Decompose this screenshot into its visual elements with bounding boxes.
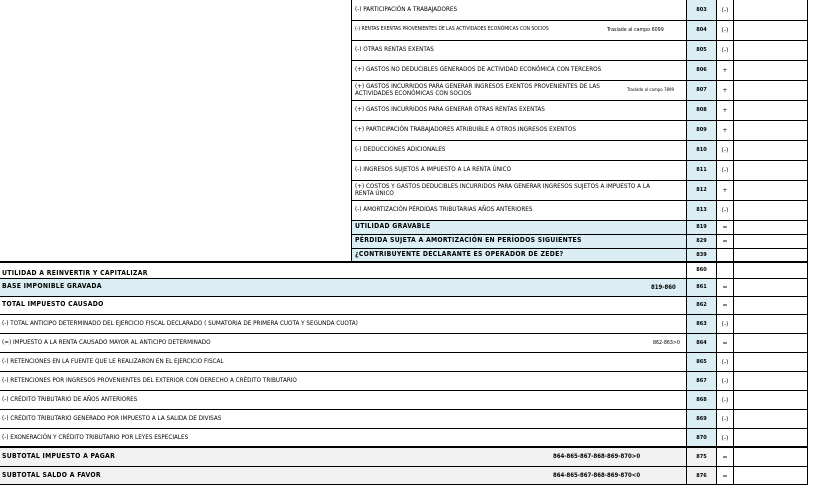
row-label: (-) RENTAS EXENTAS PROVENIENTES DE LAS ACTIVIDADES ECONÓMICAS CON SOCIOS xyxy=(355,26,549,33)
row-875 xyxy=(0,447,760,466)
row-sign: = xyxy=(722,471,728,480)
row-807 xyxy=(352,80,760,100)
row-code: 860 xyxy=(696,267,707,273)
row-label: (-) TOTAL ANTICIPO DETERMINADO DEL EJERCICIO FISCAL DECLARADO ( SUMATORIA DE PRIMERA CUOTA Y SEGUNDA CUOTA) xyxy=(2,319,358,327)
row-label: ¿CONTRIBUYENTE DECLARANTE ES OPERADOR DE ZEDE? xyxy=(355,249,564,258)
row-code: 862 xyxy=(687,296,716,314)
row-label: (+) PARTICIPACIÓN TRABAJADORES ATRIBUIBLE A OTROS INGRESOS EXENTOS xyxy=(355,126,576,134)
row-code: 839 xyxy=(696,251,707,258)
row-806 xyxy=(352,60,760,80)
row-868 xyxy=(0,390,760,409)
row-sign: = xyxy=(722,237,728,245)
row-811 xyxy=(352,160,760,180)
row-sign: (-) xyxy=(721,166,729,174)
row-sign: (-) xyxy=(721,357,729,366)
row-863 xyxy=(0,314,760,333)
row-label: TOTAL IMPUESTO CAUSADO xyxy=(2,300,104,309)
row-label: (-) EXONERACIÓN Y CRÉDITO TRIBUTARIO POR LEYES ESPECIALES xyxy=(2,433,189,441)
row-sign: + xyxy=(722,86,728,94)
row-code: 865 xyxy=(687,352,716,371)
row-code: 811 xyxy=(687,160,716,180)
row-label: (+) GASTOS INCURRIDOS PARA GENERAR OTRAS RENTAS EXENTAS xyxy=(355,106,545,114)
row-label: (+) GASTOS INCURRIDOS PARA GENERAR INGRESOS EXENTOS PROVENIENTES DE LAS ACTIVIDADES ECONÓMICAS CON SOCIOS xyxy=(355,82,600,97)
row-812 xyxy=(352,180,760,200)
row-label: (=) IMPUESTO A LA RENTA CAUSADO MAYOR AL ANTICIPO DETERMINADO xyxy=(2,338,211,346)
row-sign: (-) xyxy=(721,433,729,442)
row-sign: + xyxy=(722,126,728,134)
row-813 xyxy=(352,200,760,220)
row-829-content xyxy=(352,234,760,248)
row-label: (-) DEDUCCIONES ADICIONALES xyxy=(355,146,446,154)
row-code: 804 xyxy=(687,20,716,40)
row-note: 864-865-867-868-869-870>0 xyxy=(553,453,641,460)
row-note: 864-865-867-868-869-870<0 xyxy=(553,472,641,479)
row-code: 812 xyxy=(687,180,716,200)
row-note: 862-863>0 xyxy=(653,339,680,346)
row-label: PÉRDIDA SUJETA A AMORTIZACIÓN EN PERÍODOS SIGUIENTES xyxy=(355,236,582,245)
row-876 xyxy=(0,466,760,485)
row-sign: (-) xyxy=(721,146,729,154)
row-code: 863 xyxy=(687,314,716,333)
row-sign: (-) xyxy=(721,26,729,34)
row-code: 803 xyxy=(687,0,716,20)
row-label: SUBTOTAL SALDO A FAVOR xyxy=(2,470,101,479)
row-sign: = xyxy=(722,283,728,291)
row-label: (-) RETENCIONES POR INGRESOS PROVENIENTES DEL EXTERIOR CON DERECHO A CRÉDITO TRIBUTARIO xyxy=(2,376,297,384)
row-sign: (-) xyxy=(721,414,729,423)
row-803 xyxy=(352,0,760,20)
row-code: 861 xyxy=(696,284,707,290)
row-805 xyxy=(352,40,760,60)
row-code: 810 xyxy=(687,140,716,160)
row-sign: (-) xyxy=(721,319,729,328)
row-860 xyxy=(0,262,760,278)
row-code: 867 xyxy=(687,371,716,390)
row-label: (-) CRÉDITO TRIBUTARIO DE AÑOS ANTERIORES xyxy=(2,395,138,403)
row-code: 876 xyxy=(696,472,707,479)
row-code: 869 xyxy=(687,409,716,428)
row-sign: (-) xyxy=(721,206,729,214)
row-864 xyxy=(0,333,760,352)
row-869 xyxy=(0,409,760,428)
row-label: (-) PARTICIPACIÓN A TRABAJADORES xyxy=(355,6,458,14)
row-sign: = xyxy=(722,452,728,461)
row-code: 806 xyxy=(687,60,716,80)
row-label: (-) INGRESOS SUJETOS A IMPUESTO A LA RENTA ÚNICO xyxy=(355,166,512,174)
row-code: 864 xyxy=(687,333,716,352)
row-sign: = xyxy=(722,338,728,347)
row-code: 819 xyxy=(696,224,707,230)
row-819-content xyxy=(352,220,760,234)
row-code: 829 xyxy=(696,238,707,244)
row-sign: (-) xyxy=(721,376,729,385)
row-label: (-) OTRAS RENTAS EXENTAS xyxy=(355,46,434,54)
row-note: Traslade al campo 6099 xyxy=(607,27,664,33)
row-code: 870 xyxy=(687,428,716,447)
row-809 xyxy=(352,120,760,140)
row-label: (-) CRÉDITO TRIBUTARIO GENERADO POR IMPUESTO A LA SALIDA DE DIVISAS xyxy=(2,414,222,422)
row-label: (-) AMORTIZACIÓN PÉRDIDAS TRIBUTARIAS AÑOS ANTERIORES xyxy=(355,206,533,214)
row-code: 805 xyxy=(687,40,716,60)
row-sign: (-) xyxy=(721,6,729,14)
row-839-content xyxy=(352,248,760,261)
row-code: 809 xyxy=(687,120,716,140)
row-code: 808 xyxy=(687,100,716,120)
row-sign: + xyxy=(722,186,728,194)
row-code: 813 xyxy=(687,200,716,220)
row-861 xyxy=(0,278,760,296)
row-870 xyxy=(0,428,760,447)
value-field[interactable] xyxy=(734,0,760,20)
row-code: 868 xyxy=(687,390,716,409)
row-808 xyxy=(352,100,760,120)
row-sign: + xyxy=(722,106,728,114)
row-804 xyxy=(352,20,760,40)
row-sign: = xyxy=(722,223,728,231)
row-sign: = xyxy=(722,301,728,309)
row-note: 819-860 xyxy=(651,283,676,291)
row-label: UTILIDAD GRAVABLE xyxy=(355,222,431,231)
row-label: (+) GASTOS NO DEDUCIBLES GENERADOS DE ACTIVIDAD ECONÓMICA CON TERCEROS xyxy=(355,66,602,74)
row-code: 875 xyxy=(696,453,707,460)
row-865 xyxy=(0,352,760,371)
row-label: SUBTOTAL IMPUESTO A PAGAR xyxy=(2,451,116,460)
row-code: 807 xyxy=(687,80,716,100)
row-sign: + xyxy=(722,66,728,74)
row-sign: (-) xyxy=(721,395,729,404)
row-label: UTILIDAD A REINVERTIR Y CAPITALIZAR xyxy=(2,269,148,278)
row-label: (+) COSTOS Y GASTOS DEDUCIBLES INCURRIDOS PARA GENERAR INGRESOS SUJETOS A IMPUESTO A LA RENTA ÚNICO xyxy=(355,182,651,197)
row-862 xyxy=(0,296,760,314)
row-label: (-) RETENCIONES EN LA FUENTE QUE LE REALIZARON EN EL EJERCICIO FISCAL xyxy=(2,357,224,365)
row-sign: (-) xyxy=(721,46,729,54)
row-label: BASE IMPONIBLE GRAVADA xyxy=(2,282,102,291)
row-note: Traslade al campo 7899 xyxy=(627,87,675,93)
row-867 xyxy=(0,371,760,390)
row-810 xyxy=(352,140,760,160)
